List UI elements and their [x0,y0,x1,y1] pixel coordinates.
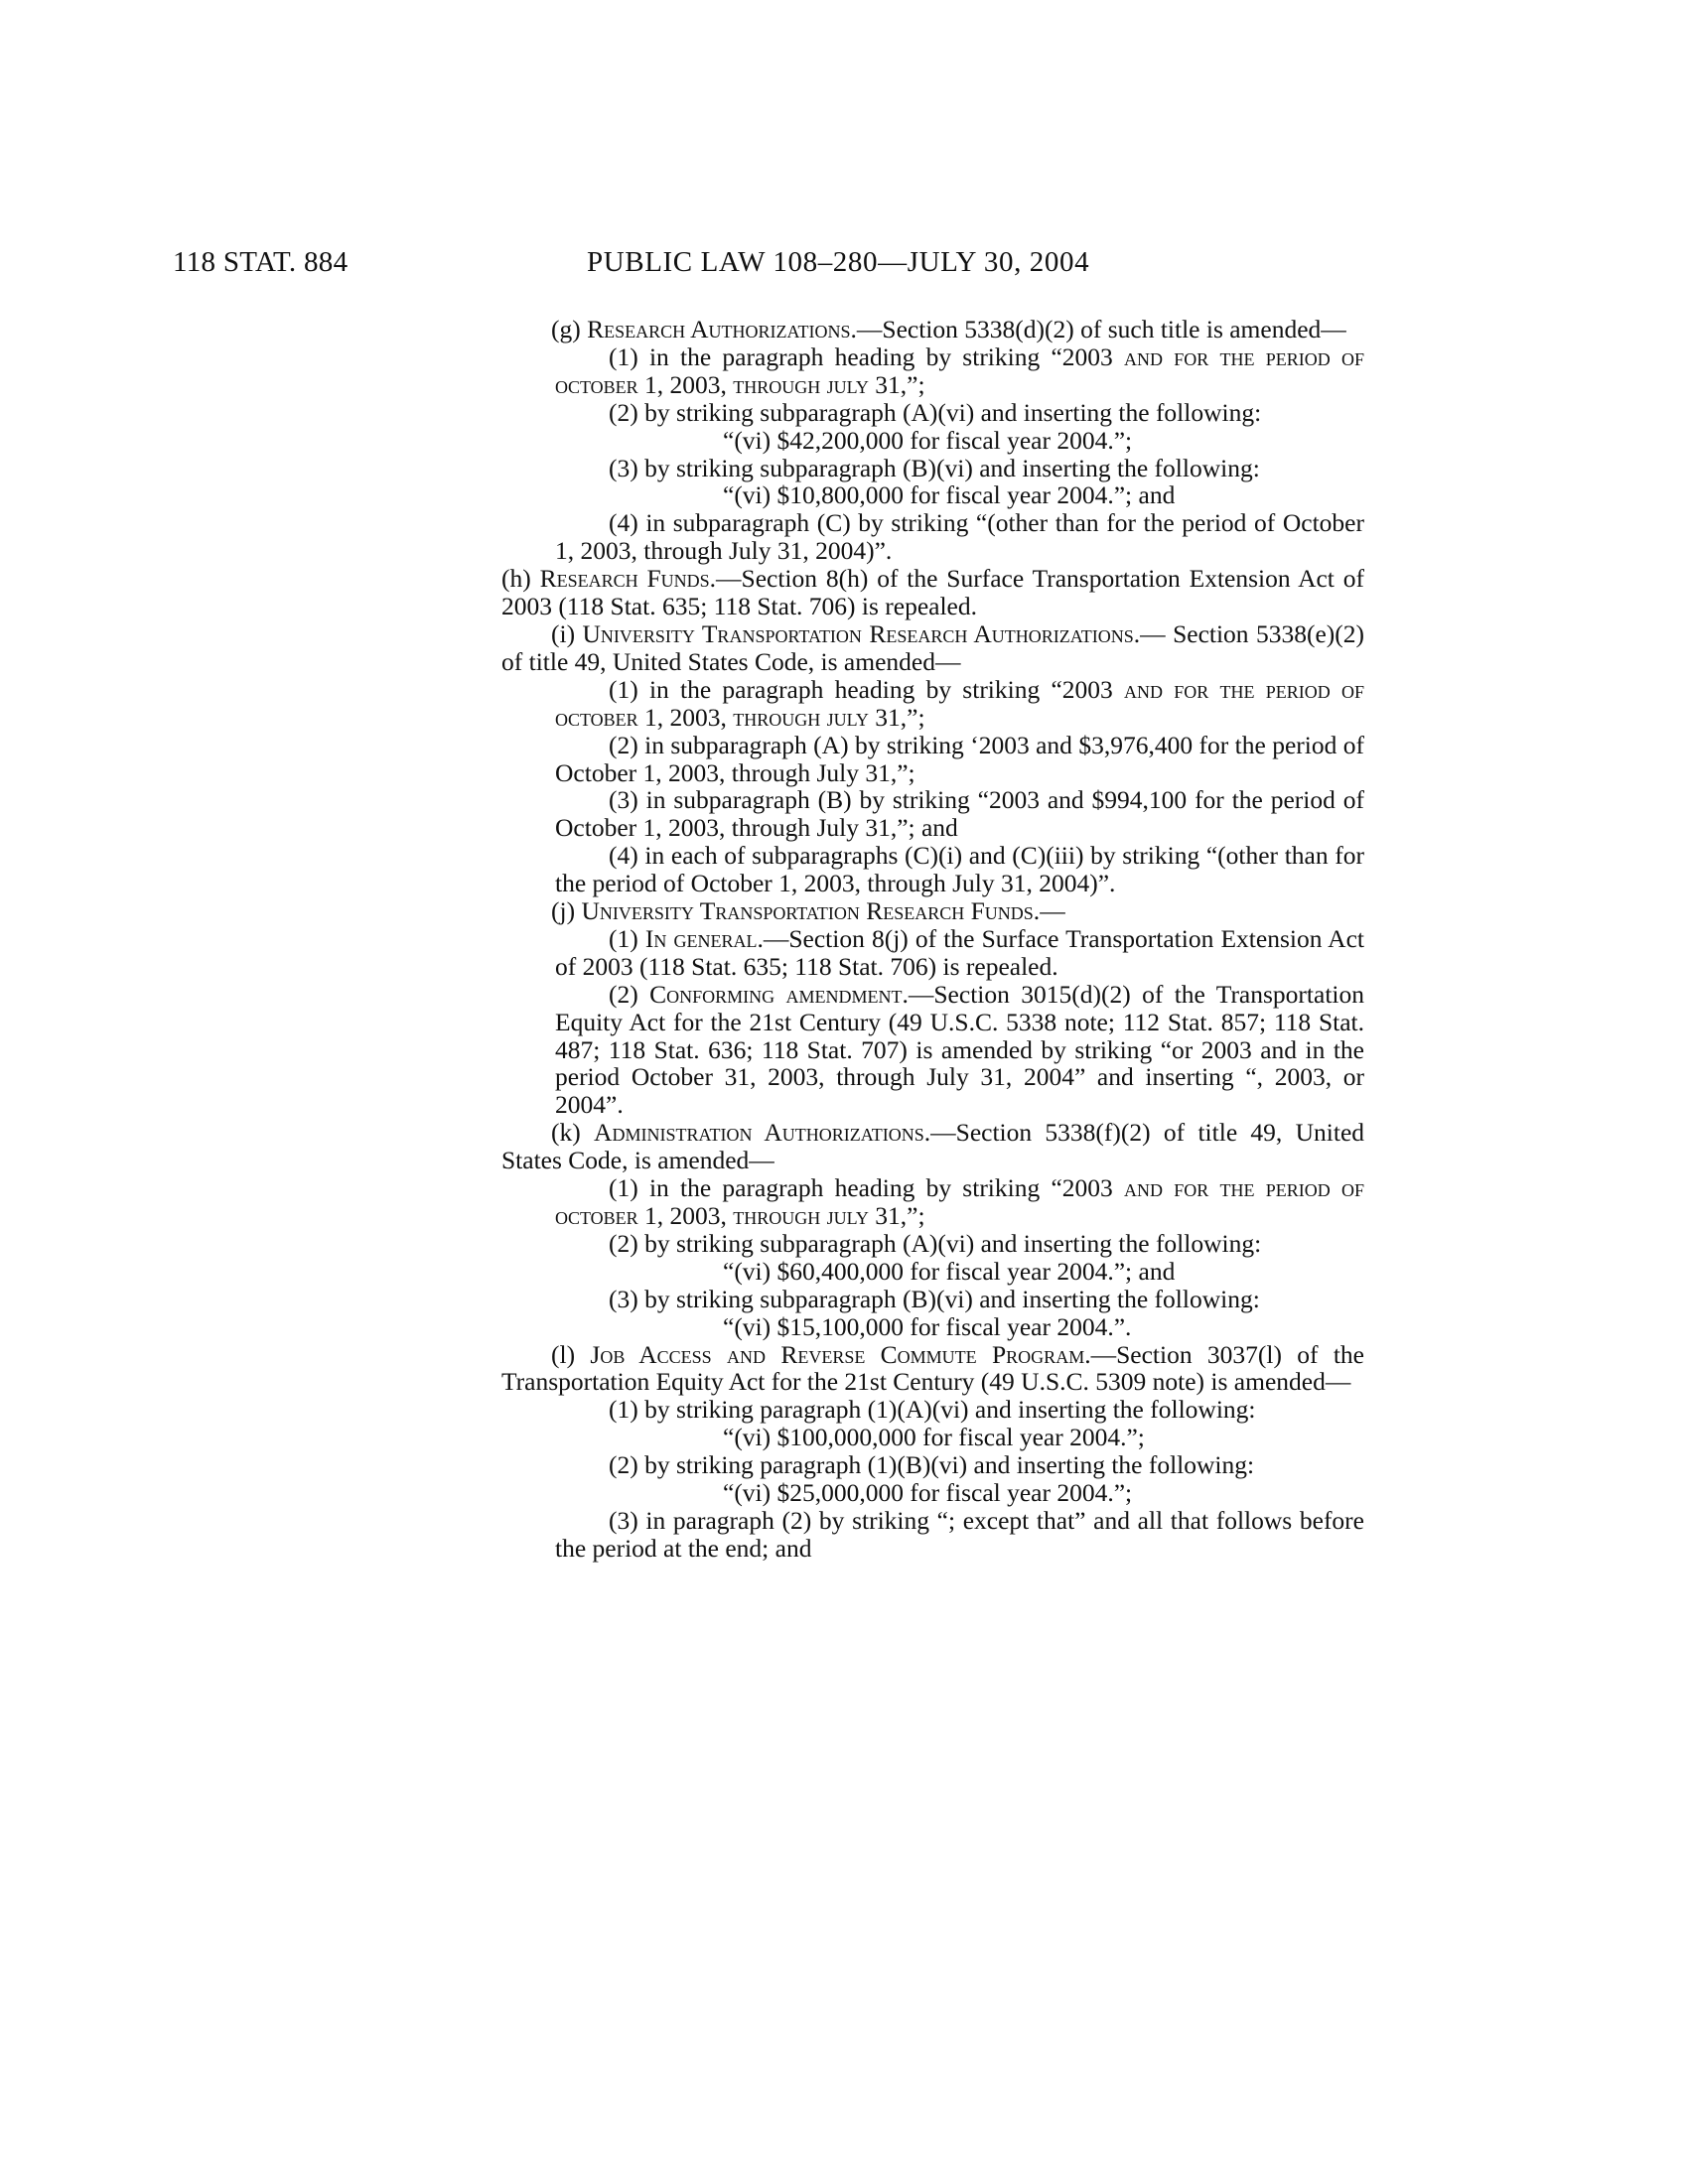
subsection-l-heading: Job Access and Reverse Commute Program. [590,1339,1091,1369]
subsection-g-para-3: (3) by striking subparagraph (B)(vi) and inserting the following: [609,453,1260,482]
page-header [0,246,1688,286]
subsection-i-para-3: (3) in subparagraph (B) by striking “2003 and $994,100 for the period of October 1, 2003, through July 31,”; and [555,785,1364,843]
subsection-j-para-1: (1) In general.—Section 8(j) of the Surface Transportation Extension Act of 2003 (118 Stat. 635; 118 Stat. 706) is repealed. [555,923,1364,981]
running-title: PUBLIC LAW 108–280—JULY 30, 2004 [587,246,1090,278]
subsection-l-para-1: (1) by striking paragraph (1)(A)(vi) and inserting the following: [609,1395,1256,1425]
subsection-k-quote-3: “(vi) $15,100,000 for fiscal year 2004.”. [723,1311,1132,1341]
subsection-h: (h) Research Funds.—Section 8(h) of the Surface Transportation Extension Act of 2003 (118 Stat. 635; 118 Stat. 706) is repealed. [501,564,1364,621]
subsection-j-heading: University Transportation Research Funds. [581,896,1041,926]
subsection-l-para-2: (2) by striking paragraph (1)(B)(vi) and inserting the following: [609,1450,1255,1480]
subsection-i-para-4: (4) in each of subparagraphs (C)(i) and (C)(iii) by striking “(other than for the period of October 1, 2003, through July 31, 2004)”. [555,841,1364,898]
subsection-l: (l) Job Access and Reverse Commute Program.—Section 3037(l) of the Transportation Equity Act for the 21st Century (49 U.S.C. 5309 note) is amended— [501,1339,1364,1397]
subsection-l-quote-2: “(vi) $25,000,000 for fiscal year 2004.”; [723,1478,1133,1508]
subsection-g-para-2: (2) by striking subparagraph (A)(vi) and inserting the following: [609,397,1262,427]
subsection-k-para-3: (3) by striking subparagraph (B)(vi) and inserting the following: [609,1284,1260,1313]
subsection-g-para-4: (4) in subparagraph (C) by striking “(other than for the period of October 1, 2003, through July 31, 2004)”. [555,508,1364,566]
subsection-l-quote-1: “(vi) $100,000,000 for fiscal year 2004.”; [723,1423,1145,1452]
document-body [501,316,1364,1563]
subsection-k: (k) Administration Authorizations.—Section 5338(f)(2) of title 49, United States Code, is amended— [501,1118,1365,1175]
subsection-i-heading: University Transportation Research Authorizations. [582,618,1141,648]
subsection-k-quote-2: “(vi) $60,400,000 for fiscal year 2004.”; and [723,1256,1176,1286]
subsection-k-heading: Administration Authorizations. [594,1118,931,1148]
subsection-k-para-2: (2) by striking subparagraph (A)(vi) and inserting the following: [609,1228,1262,1258]
subsection-g-heading: Research Authorizations. [587,315,857,343]
subsection-i: (i) University Transportation Research Authorizations.— Section 5338(e)(2) of title 49, United States Code, is amended— [501,618,1365,676]
subsection-j-para-2: (2) Conforming amendment.—Section 3015(d)(2) of the Transportation Equity Act for the 21st Century (49 U.S.C. 5338 note; 112 Stat. 857; 118 Stat. 487; 118 Stat. 636; 118 Stat. 707) is amended by striking “or 2003 and in the period October 31, 2003, through July 31, 2004” and inserting “, 2003, or 2004”. [555,979,1364,1120]
subsection-h-heading: Research Funds. [539,564,717,594]
subsection-g: (g) Research Authorizations.—Section 5338(d)(2) of such title is amended— [551,315,1346,343]
subsection-g-quote-3: “(vi) $10,800,000 for fiscal year 2004.”; and [723,480,1176,510]
stat-page-number: 118 STAT. 884 [173,246,349,278]
subsection-i-para-1: (1) in the paragraph heading by striking “2003 and for the period of october 1, 2003, through july 31,”; [555,674,1365,732]
subsection-g-quote-2: “(vi) $42,200,000 for fiscal year 2004.”; [723,425,1133,455]
subsection-j: (j) University Transportation Research Funds.— [551,896,1065,926]
subsection-l-para-3: (3) in paragraph (2) by striking “; except that” and all that follows before the period at the end; and [555,1505,1364,1563]
subsection-g-para-1: (1) in the paragraph heading by striking “2003 and for the period of october 1, 2003, through july 31,”; [555,341,1365,399]
subsection-i-para-2: (2) in subparagraph (A) by striking ‘2003 and $3,976,400 for the period of October 1, 2003, through July 31,”; [555,730,1364,787]
subsection-k-para-1: (1) in the paragraph heading by striking “2003 and for the period of october 1, 2003, through july 31,”; [555,1173,1365,1230]
